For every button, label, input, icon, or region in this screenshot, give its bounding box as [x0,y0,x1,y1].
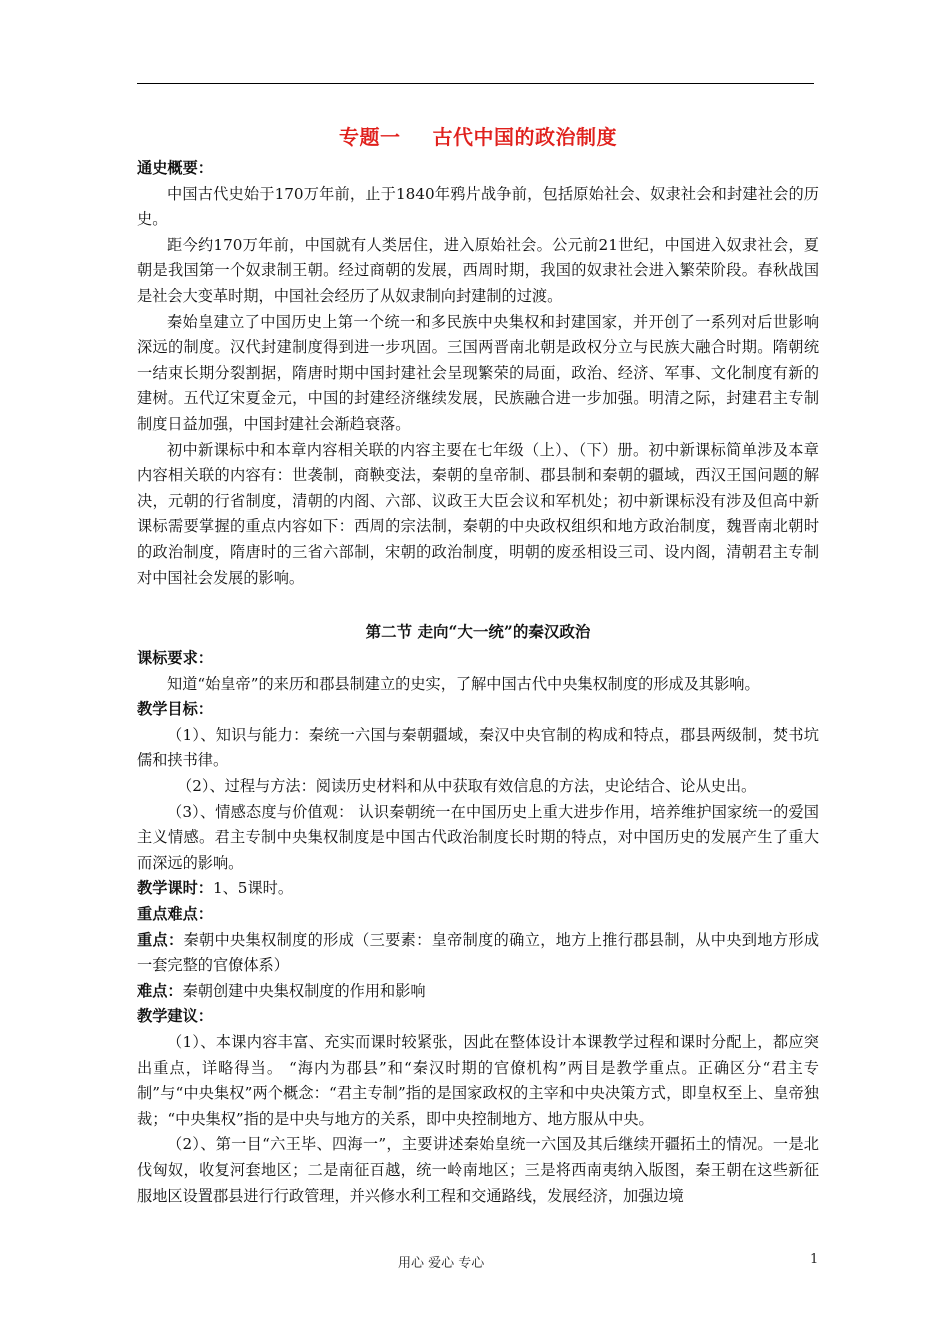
key-text: 秦朝中央集权制度的形成（三要素：皇帝制度的确立，地方上推行郡县制，从中央到地方形成一套完整的官僚体系） [137,930,820,975]
goal-3: （3）、情感态度与价值观： 认识秦朝统一在中国历史上重大进步作用，培养维护国家统一的爱国主义情感。君主专制中央集权制度是中国古代政治制度长时期的特点，对中国历史的发展产生了重大而深远的影响。 [137,802,819,872]
overview-paragraph-3: 秦始皇建立了中国历史上第一个统一和多民族中央集权和封建国家，并开创了一系列对后世影响深远的制度。汉代封建制度得到进一步巩固。三国两晋南北朝是政权分立与民族大融合时期。隋朝统一结束长期分裂割据，隋唐时期中国封建社会呈现繁荣的局面，政治、经济、军事、文化制度有新的建树。五代辽宋夏金元，中国的封建经济继续发展，民族融合进一步加强。明清之际，封建君主专制制度日益加强，中国封建社会渐趋衰落。 [137,312,819,433]
hours-label: 教学课时： [137,879,213,898]
overview-heading: 通史概要： [137,159,213,177]
key-point [137,928,819,979]
hours-line [137,876,819,902]
section-title: 第二节 走向“大一统”的秦汉政治 [365,622,591,642]
title-part2: 古代中国的政治制度 [432,125,617,149]
difficult-label: 难点： [137,981,183,1000]
key-label: 重点： [137,930,184,949]
difficult-text: 秦朝创建中央集权制度的作用和影响 [182,981,426,1000]
goal-2: （2）、过程与方法：阅读历史材料和从中获取有效信息的方法，史论结合、论从史出。 [177,777,757,796]
document-title [137,118,819,156]
footer-motto: 用心 爱心 专心 [398,1256,485,1271]
goal-1: （1）、知识与能力：秦统一六国与秦朝疆域，秦汉中央官制的构成和特点，郡县两级制，焚书坑儒和挟书律。 [137,725,819,770]
overview-paragraph-1: 中国古代史始于170万年前，止于1840年鸦片战争前，包括原始社会、奴隶社会和封建社会的历史。 [137,184,819,229]
document-body [137,118,819,1209]
goals-heading: 教学目标： [137,700,213,719]
hours-value: 1、5课时。 [212,879,294,898]
page-number: 1 [810,1252,819,1267]
key-heading: 重点难点： [137,905,213,924]
advice-heading: 教学建议： [137,1007,213,1026]
title-part1: 专题一 [339,125,401,149]
advice-2: （2）、第一目“六王毕、四海一”，主要讲述秦始皇统一六国及其后继续开疆拓土的情况。一是北伐匈奴，收复河套地区；二是南征百越，统一岭南地区；三是将西南夷纳入版图，秦王朝在这些新征服地区设置郡县进行行政管理，并兴修水利工程和交通路线，发展经济，加强边境 [137,1135,819,1205]
standard-text: 知道“始皇帝”的来历和郡县制建立的史实，了解中国古代中央集权制度的形成及其影响。 [167,674,760,693]
header-rule [137,83,814,84]
difficult-point [137,979,819,1005]
overview-paragraph-4: 初中新课标中和本章内容相关联的内容主要在七年级（上）、（下）册。初中新课标简单涉及本章内容相关联的内容有：世袭制，商鞅变法，秦朝的皇帝制、郡县制和秦朝的疆域，西汉王国问题的解决，元朝的行省制度，清朝的内阁、六部、议政王大臣会议和军机处；初中新课标没有涉及但高中新课标需要掌握的重点内容如下：西周的宗法制，秦朝的中央政权组织和地方政治制度，魏晋南北朝时的政治制度，隋唐时的三省六部制，宋朝的政治制度，明朝的废丞相设三司、设内阁，清朝君主专制对中国社会发展的影响。 [137,440,819,587]
advice-1: （1）、本课内容丰富、充实而课时较紧张，因此在整体设计本课教学过程和课时分配上，都应突出重点，详略得当。 “海内为郡县”和“秦汉时期的官僚机构”两目是教学重点。正确区分“君主专制”与“中央集权”两个概念：“君主专制”指的是国家政权的主宰和中央决策方式，即皇权至上、皇帝独裁；“中央集权”指的是中央与地方的关系，即中央控制地方、地方服从中央。 [137,1033,819,1128]
standard-heading: 课标要求： [137,649,213,668]
overview-paragraph-2: 距今约170万年前，中国就有人类居住，进入原始社会。公元前21世纪，中国进入奴隶社会，夏朝是我国第一个奴隶制王朝。经过商朝的发展，西周时期，我国的奴隶社会进入繁荣阶段。春秋战国是社会大变革时期，中国社会经历了从奴隶制向封建制的过渡。 [137,235,819,305]
